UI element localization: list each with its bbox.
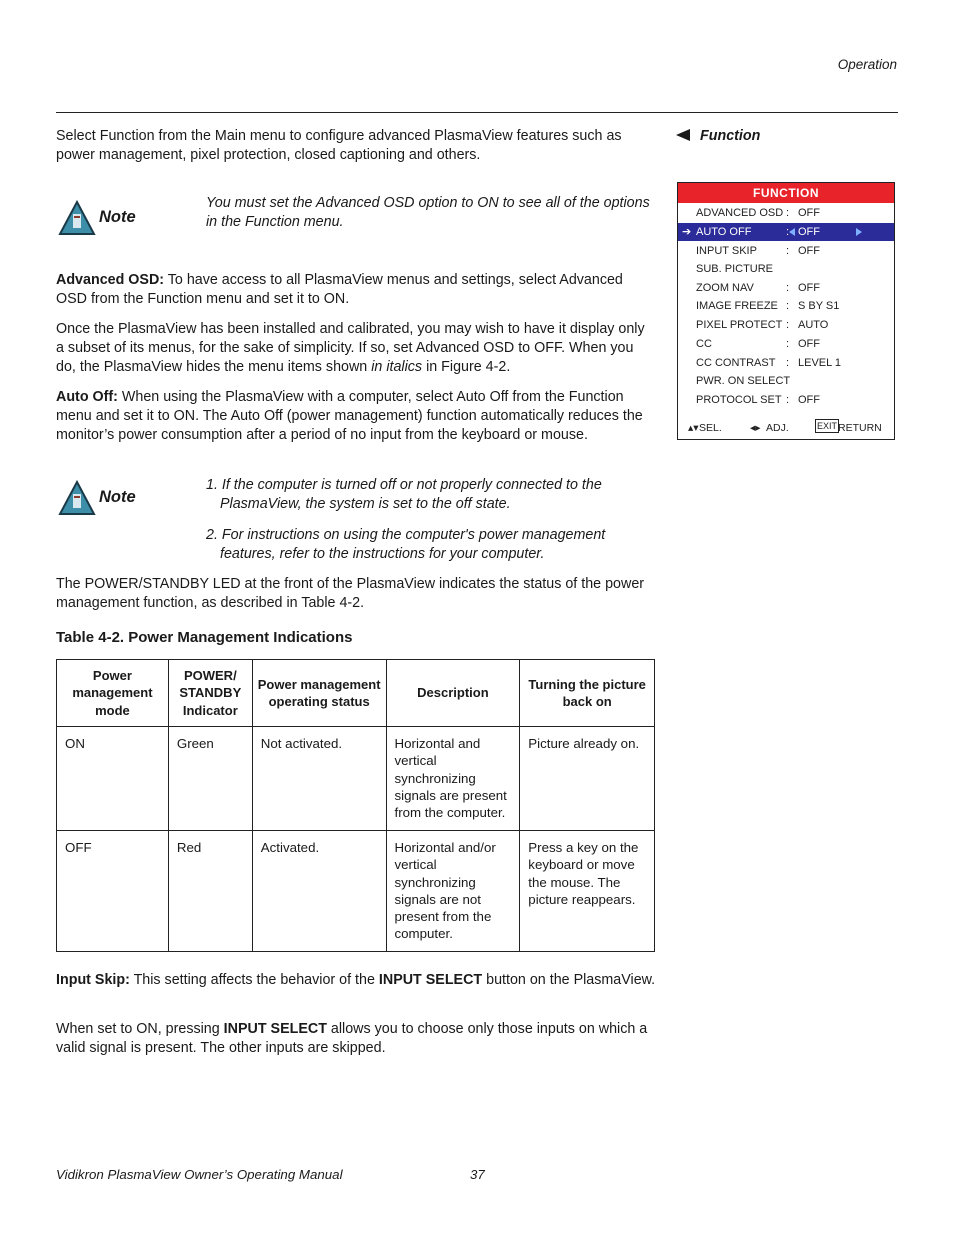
menu-row-value: OFF [798,245,820,257]
table-header-row [57,660,655,727]
menu-footer [678,415,894,435]
note-item: 1. If the computer is turned off or not properly connected to the PlasmaView, the system is set to the off state. [206,477,602,512]
select-hint: SEL. [699,422,722,434]
when-set-text-end: allows you to choose only those inputs on which a valid signal is present. The other inputs are skipped. [56,1021,648,1056]
menu-row-value: S BY S1 [798,300,840,312]
note-label: Note [99,488,136,506]
table-header: Description [386,660,520,727]
table-cell: ON [57,727,169,831]
table-header: Power management mode [57,660,169,727]
auto-off-text: When using the PlasmaView with a computer, select Auto Off from the Function menu and set it to ON. The Auto Off (power management) function automatically reduces the monitor’s power consumption after a period of no input from the keyboard or mouse. [56,389,643,443]
power-management-table [56,659,655,952]
table-cell: Press a key on the keyboard or move the mouse. The picture reappears. [520,831,655,952]
table-row [57,727,655,831]
menu-row-label: AUTO OFF [696,226,752,238]
table-cell: Horizontal and/or vertical synchronizing signals are not present from the computer. [386,831,520,952]
note-label: Note [99,208,136,226]
table-cell: Not activated. [252,727,386,831]
return-hint: RETURN [838,422,882,434]
figure-caption [676,127,760,146]
input-select-bold: INPUT SELECT [378,972,483,988]
warning-icon [58,200,96,236]
table-cell: Activated. [252,831,386,952]
menu-row-value: AUTO [798,319,829,331]
menu-row-label: SUB. PICTURE [696,263,774,275]
note-text: You must set the Advanced OSD option to ON to see all of the options in the Function menu. [206,195,650,230]
installed-italic: in italics [371,359,423,375]
menu-row[interactable]: PIXEL PROTECT : AUTO [678,316,894,334]
warning-icon [58,480,96,516]
table-cell: Picture already on. [520,727,655,831]
menu-title: FUNCTION [678,183,894,203]
menu-row[interactable]: CC CONTRAST : LEVEL 1 [678,354,894,372]
menu-row[interactable]: ZOOM NAV : OFF [678,279,894,297]
menu-row[interactable]: CC : OFF [678,335,894,353]
installed-text: Once the PlasmaView has been installed and calibrated, you may wish to have it display only a subset of its menus, for the sake of simplicity. If so, set Advanced OSD to OFF. When you do, the PlasmaView hides the menu items shown [56,321,645,375]
table-header: Turning the picture back on [520,660,655,727]
menu-row-value: OFF [798,282,820,294]
menu-row-label: CC [696,338,712,350]
intro-paragraph: Select Function from the Main menu to configure advanced PlasmaView features such as power management, pixel protection, closed captioning and others. [56,128,622,163]
function-menu [677,182,895,440]
when-set-text: When set to ON, pressing [56,1021,224,1037]
installed-text-end: in Figure 4-2. [422,359,511,375]
adjust-hint: ADJ. [766,422,789,434]
exit-key-label: EXIT [817,421,838,431]
menu-row-label: ADVANCED OSD [696,207,784,219]
page-number: 37 [470,1167,485,1182]
input-skip-text: This setting affects the behavior of the [129,972,379,988]
advanced-osd-term: Advanced OSD: [56,272,165,288]
table-cell: Horizontal and vertical synchronizing signals are present from the computer. [386,727,520,831]
menu-row-value: OFF [798,207,820,219]
input-skip-paragraph [56,971,656,990]
figure-caption-text: Function [700,128,761,144]
table-cell: OFF [57,831,169,952]
menu-row[interactable]: ADVANCED OSD : OFF [678,204,894,222]
left-right-icon: ◂▸ [750,422,761,434]
running-header: Operation [837,57,897,72]
right-arrow-icon [856,228,862,236]
menu-row-value: OFF [798,338,820,350]
menu-row-label: INPUT SKIP [696,245,757,257]
table-row [57,831,655,952]
table-header: POWER/ STANDBY Indicator [168,660,252,727]
menu-row-value: LEVEL 1 [798,357,842,369]
menu-row[interactable]: PROTOCOL SET : OFF [678,391,894,409]
footer-title: Vidikron PlasmaView Owner’s Operating Manual [56,1167,343,1182]
installed-paragraph [56,320,656,377]
advanced-osd-paragraph [56,271,656,309]
caption-arrow-icon [676,129,690,141]
note-list [206,476,656,576]
up-down-icon: ▴▾ [688,422,699,434]
table-caption: Table 4-2. Power Management Indications [56,629,353,646]
input-skip-term: Input Skip: [56,972,130,988]
menu-row[interactable]: INPUT SKIP : OFF [678,242,894,260]
menu-row-label: ZOOM NAV [696,282,754,294]
menu-row-value: OFF [798,226,820,238]
input-select-bold: INPUT SELECT [223,1021,327,1037]
header-rule [56,112,898,113]
menu-row[interactable]: IMAGE FREEZE : S BY S1 [678,297,894,315]
menu-row[interactable] [678,260,894,278]
pointer-icon: ➔ [682,226,692,238]
input-skip-text-end: button on the PlasmaView. [482,972,656,988]
left-arrow-icon [789,228,795,236]
advanced-osd-text: To have access to all PlasmaView menus and settings, select Advanced OSD from the Function menu and set it to ON. [56,272,623,307]
when-set-paragraph [56,1020,656,1058]
menu-row-label: CC CONTRAST [696,357,776,369]
auto-off-paragraph [56,388,656,445]
led-paragraph: The POWER/STANDBY LED at the front of the PlasmaView indicates the status of the power management function, as described in Table 4-2. [56,576,645,611]
menu-row[interactable] [678,372,894,390]
menu-row-value: OFF [798,394,820,406]
note-item: 2. For instructions on using the computer's power management features, refer to the instructions for your computer. [206,527,606,562]
menu-row-label: PIXEL PROTECT [696,319,783,331]
auto-off-term: Auto Off: [56,389,118,405]
menu-row-label: IMAGE FREEZE [696,300,778,312]
table-header: Power management operating status [252,660,386,727]
table-cell: Green [168,727,252,831]
menu-row-label: PWR. ON SELECT [696,375,791,387]
menu-row-label: PROTOCOL SET [696,394,782,406]
menu-row-selected[interactable]: ➔ AUTO OFF : OFF [678,223,894,241]
table-cell: Red [168,831,252,952]
